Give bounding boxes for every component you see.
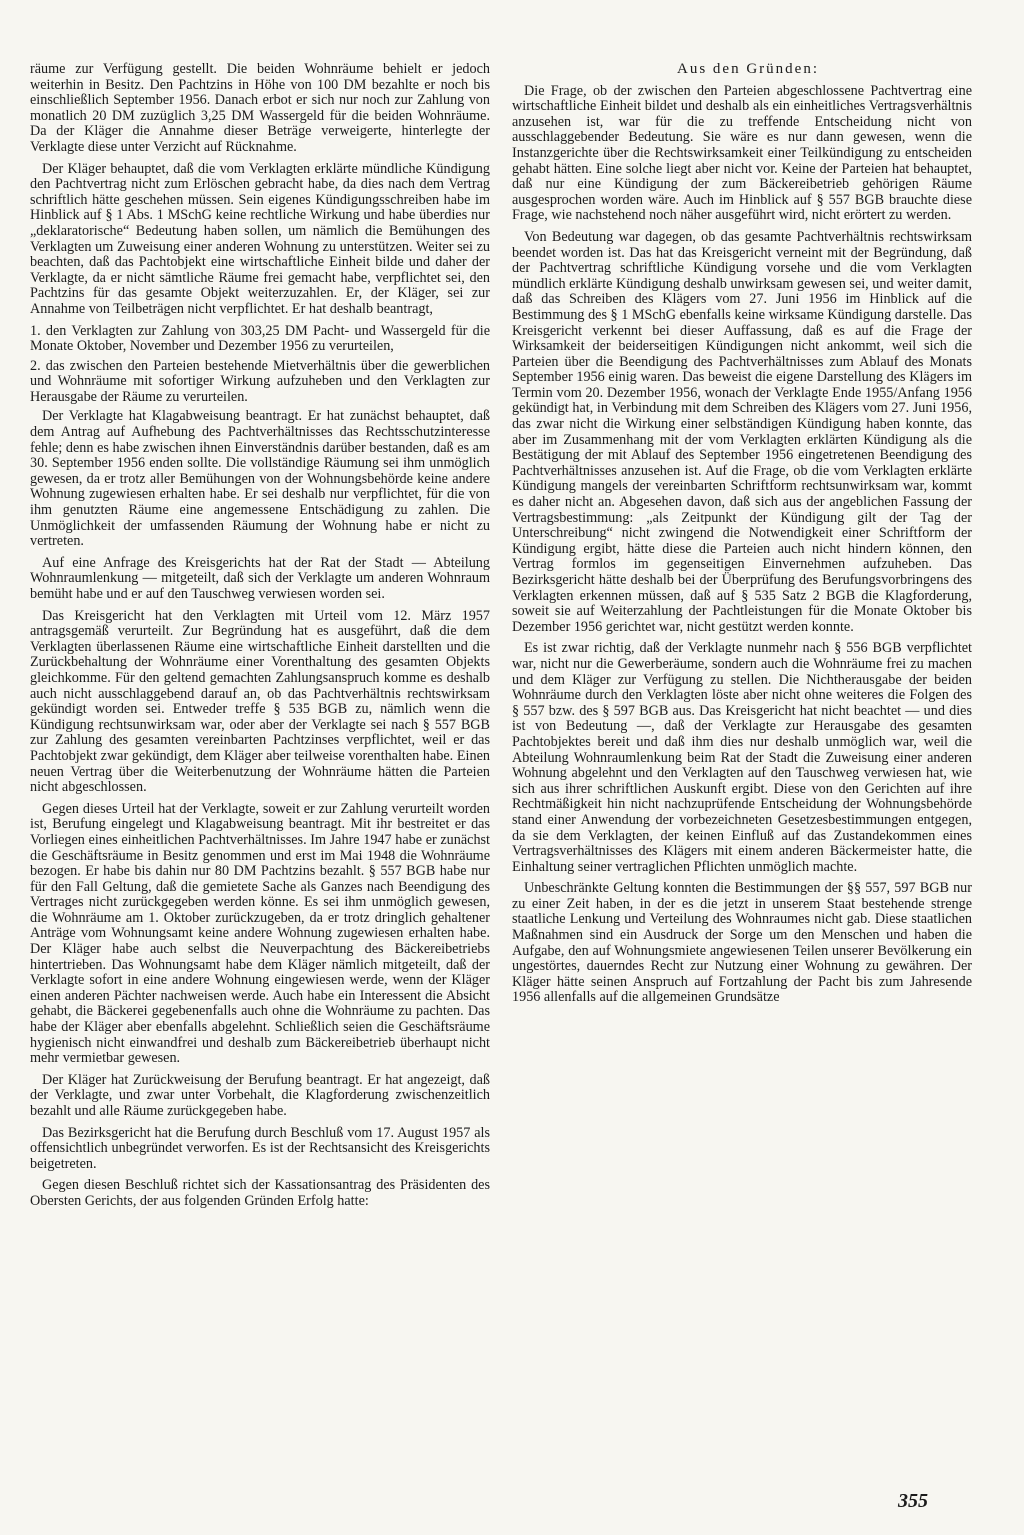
paragraph: räume zur Verfügung gestellt. Die beiden Wohnräume behielt er jedoch weiterhin in Besitz. Den Pachtzins in Höhe von 100 DM bezahlte er noch bis einschließlich September 1956. Danach erbot er sich nur noch zur Zahlung von monatlich 20 DM zuzüglich 3,25 DM Wassergeld für die beiden Wohnräume. Da der Kläger die Annahme dieser Beträge verweigerte, hinterlegte der Verklagte diese unter Verzicht auf Rücknahme. — [30, 62, 490, 155]
paragraph: Die Frage, ob der zwischen den Parteien abgeschlossene Pachtvertrag eine wirtschaftliche Einheit bildet und deshalb als ein einheitliches Vertragsverhältnis anzusehen ist, war für die zu treffende Entscheidung nicht von ausschlaggebender Bedeutung. Sie wäre es nur dann gewesen, wenn die Instanzgerichte über die Rechtswirksamkeit einer Teilkündigung zu entscheiden gehabt hätten. Eine solche liegt aber nicht vor. Keine der Parteien hat behauptet, daß nur eine Kündigung der zum Bäckereibetrieb gehörigen Räume ausgesprochen worden wäre. Auch im Hinblick auf § 557 BGB brauchte diese Frage, wie nachstehend noch näher ausgeführt wird, nicht erörtert zu werden. — [512, 82, 972, 224]
list-item: 2. das zwischen den Parteien bestehende Mietverhältnis über die gewerblichen und Wohnräume mit sofortiger Wirkung aufzuheben und den Verklagten zur Herausgabe der Räume zu verurteilen. — [30, 357, 490, 405]
paragraph: Das Kreisgericht hat den Verklagten mit Urteil vom 12. März 1957 antragsgemäß verurteilt. Zur Begründung hat es ausgeführt, daß die dem Verklagten überlassenen Räume eine wirtschaftliche Einheit darstellten und die Zurückbehaltung der Wohnräume einer Vorenthaltung des gesamten Objekts gleichkomme. Für den geltend gemachten Zahlungsanspruch komme es deshalb auch nicht ausschlaggebend darauf an, ob das Pachtverhältnis rechtswirksam gekündigt worden sei. Entweder treffe § 535 BGB zu, nämlich wenn die Kündigung rechtsunwirksam war, oder aber der Verklagte sei nach § 557 BGB zur Zahlung des gesamten vereinbarten Pachtzinses verpflichtet, weil er das Pachtobjekt zwar gekündigt, dem Kläger aber teilweise vorenthalten habe. Einen neuen Vertrag über die Weiterbenutzung der Wohnräume hätten die Parteien nicht abgeschlossen. — [30, 607, 490, 796]
paragraph: Der Kläger behauptet, daß die vom Verklagten erklärte mündliche Kündigung den Pachtvertrag nicht zum Erlöschen gebracht habe, da dies nach dem Vertrag schriftlich hätte geschehen müssen. Sein eigenes Kündigungsschreiben habe im Hinblick auf § 1 Abs. 1 MSchG keine rechtliche Wirkung und habe überdies nur „deklaratorische“ Bedeutung haben sollen, um nämlich die Bemühungen des Verklagten um Zuweisung einer anderen Wohnung zu unterstützen. Weiter sei zu beachten, daß das Pachtobjekt eine wirtschaftliche Einheit bilde und daher der Verklagte, da er nicht sämtliche Räume frei gemacht habe, verpflichtet sei, den Pachtzins für das gesamte Objekt weiterzuzahlen. Er, der Kläger, sei zur Annahme von Teilbeträgen nicht verpflichtet. Er hat deshalb beantragt, — [30, 160, 490, 317]
paragraph: Von Bedeutung war dagegen, ob das gesamte Pachtverhältnis rechtswirksam beendet worden ist. Das hat das Kreisgericht verneint mit der Begründung, daß der Pachtvertrag schriftliche Kündigung vorsehe und die vom Verklagten mündlich erklärte Kündigung deshalb unwirksam gewesen sei, und weiter damit, daß das Schreiben des Klägers vom 27. Juni 1956 im Hinblick auf die Bestimmung des § 1 MSchG ebenfalls keine wirksame Kündigung darstelle. Das Kreisgericht verkennt bei dieser Auffassung, daß es auf die Frage der Wirksamkeit der beiderseitigen Kündigungen nicht ankommt, weil sich die Parteien über die Beendigung des Pachtverhältnisses zum Ablauf des Monats September 1956 einig waren. Das beweist die eigene Darstellung des Klägers im Termin vom 20. Dezember 1956, wonach der Verklagte Ende 1955/Anfang 1956 gekündigt hat, in Verbindung mit dem Schreiben des Klägers vom 27. Juni 1956, das zwar nicht die Wirkung einer selbständigen Kündigung haben konnte, das aber im Zusammenhang mit der vom Verklagten erklärten Kündigung als die Bestätigung der mit Ablauf des September 1956 eingetretenen Beendigung des Pachtverhältnisses anzusehen ist. Auf die Frage, ob die vom Verklagten erklärte Kündigung mangels der vereinbarten Schriftform rechtsunwirksam war, kommt es daher nicht an. Abgesehen davon, daß sich aus der angeblichen Fassung der Vertragsbestimmung: „als Zeitpunkt der Kündigung gilt der Tag der Unterschreibung“ nicht zwingend die Notwendigkeit einer Schriftform der Kündigung ergibt, hätte diese die Parteien auch nicht hindern können, den Vertrag formlos im gegenseitigen Einvernehmen aufzuheben. Das Bezirksgericht hätte deshalb bei der Überprüfung des Berufungsvorbringens des Verklagten erkennen müssen, daß auf § 535 Satz 2 BGB die Klagforderung, soweit sie auf Weiterzahlung der Pachtleistungen für die Monate Oktober bis Dezember 1956 gerichtet war, nicht gestützt werden konnte. — [512, 228, 972, 635]
paragraph: Auf eine Anfrage des Kreisgerichts hat der Rat der Stadt — Abteilung Wohnraumlenkung — mitgeteilt, daß sich der Verklagte um anderen Wohnraum bemüht habe und er auf den Tauschweg verwiesen worden sei. — [30, 554, 490, 602]
paragraph: Der Kläger hat Zurückweisung der Berufung beantragt. Er hat angezeigt, daß der Verklagte, und zwar unter Vorbehalt, die Klagforderung zwischenzeitlich bezahlt und alle Räume zurückgegeben habe. — [30, 1071, 490, 1119]
list-item: 1. den Verklagten zur Zahlung von 303,25 DM Pacht- und Wassergeld für die Monate Oktober, November und Dezember 1956 zu verurteilen, — [30, 322, 490, 355]
right-column — [512, 62, 972, 1462]
paragraph: Gegen diesen Beschluß richtet sich der Kassationsantrag des Präsidenten des Obersten Gerichts, der aus folgenden Gründen Erfolg hatte: — [30, 1177, 490, 1209]
page-number: 355 — [898, 1490, 928, 1512]
section-heading: Aus den Gründen: — [677, 62, 819, 77]
paragraph: Der Verklagte hat Klagabweisung beantragt. Er hat zunächst behauptet, daß dem Antrag auf Aufhebung des Pachtverhältnisses das Rechtsschutzinteresse fehle; denn es habe zwischen ihnen Einverständnis darüber bestanden, daß es am 30. September 1956 enden sollte. Die vollständige Räumung sei ihm unmöglich gewesen, da er trotz aller Bemühungen von der Wohnungsbehörde keine andere Wohnung zugewiesen erhalten habe. Er sei deshalb nur verpflichtet, für die von ihm genutzten Räume eine angemessene Entschädigung zu zahlen. Die Unmöglichkeit der umfassenden Räumung der Wohnung habe er nicht zu vertreten. — [30, 408, 490, 550]
paragraph: Unbeschränkte Geltung konnten die Bestimmungen der §§ 557, 597 BGB nur zu einer Zeit haben, in der es die jetzt in unserem Staat bestehende strenge staatliche Lenkung und Verteilung des Wohnraumes nicht gab. Diese staatlichen Maßnahmen sind ein Ausdruck der Sorge um den Menschen und haben die Aufgabe, den auf Wohnungsmiete angewiesenen Teilen unserer Bevölkerung ein ungestörtes, dauerndes Recht zur Nutzung einer Wohnung zu gewähren. Der Kläger hätte seinen Anspruch auf Fortzahlung der Pacht bis zum Jahresende 1956 allenfalls auf die allgemeinen Grundsätze — [512, 880, 972, 1006]
paragraph: Das Bezirksgericht hat die Berufung durch Beschluß vom 17. August 1957 als offensichtlich unbegründet verworfen. Es ist der Rechtsansicht des Kreisgerichts beigetreten. — [30, 1124, 490, 1172]
left-column — [30, 62, 490, 1462]
paragraph: Es ist zwar richtig, daß der Verklagte nunmehr nach § 556 BGB verpflichtet war, nicht nur die Gewerberäume, sondern auch die Wohnräume frei zu machen und dem Kläger zur Verfügung zu stellen. Die Nichtherausgabe der beiden Wohnräume durch den Verklagten löste aber nicht ohne weiteres die Folgen des § 557 bzw. des § 597 BGB aus. Das Kreisgericht hat nicht beachtet — und dies ist von Bedeutung —, daß der Verklagte zur Herausgabe des gesamten Pachtobjektes bereit und daß ihm dies nur deshalb unmöglich war, weil die Abteilung Wohnraumlenkung beim Rat der Stadt die Zuweisung einer anderen Wohnung abgelehnt und den Verklagten auf den Tauschweg verwiesen hat, wie sich aus ihrer schriftlichen Auskunft ergibt. Diese von den Gerichten auf ihre Rechtmäßigkeit hin nicht nachzuprüfende Entscheidung der Wohnungsbehörde stand einer Anwendung der vorbezeichneten Gesetzesbestimmungen entgegen, da sie dem Verklagten, der keinen Einfluß auf das Zustandekommen eines Vertragsverhältnisses des Klägers mit einem anderen Bäckermeister hatte, die Einhaltung seiner vertraglichen Pflichten unmöglich machte. — [512, 640, 972, 875]
paragraph: Gegen dieses Urteil hat der Verklagte, soweit er zur Zahlung verurteilt worden ist, Berufung eingelegt und Klagabweisung beantragt. Mit ihr bestreitet er das Vorliegen eines einheitlichen Pachtverhältnisses. Im Jahre 1947 habe er zunächst die Geschäftsräume in Besitz genommen und erst im Mai 1948 die Wohnräume bezogen. Er habe bis dahin nur 80 DM Pachtzins bezahlt. § 557 BGB habe nur für den Fall Geltung, daß die gemietete Sache als Ganzes nach Beendigung des Vertrages nicht zurückgegeben werden könne. Es sei ihm unmöglich gewesen, die Wohnräume am 1. Oktober zurückzugeben, da er trotz dringlich gehaltener Anträge vom Wohnungsamt keine andere Wohnung zugewiesen erhalten habe. Der Kläger habe auch selbst die Neuverpachtung des Bäckereibetriebs hintertrieben. Das Wohnungsamt habe dem Kläger nämlich mitgeteilt, daß der Verklagte sofort in eine andere Wohnung eingewiesen werde, wenn der Kläger einen anderen Pächter nachweisen werde. Auch habe ein Interessent die Absicht gehabt, die Bäckerei gegebenenfalls auch ohne die Wohnräume zu pachten. Das habe der Kläger aber ebenfalls abgelehnt. Schließlich seien die Geschäftsräume hygienisch nicht einwandfrei und deshalb zum Bäckereibetrieb überhaupt nicht mehr vermietbar gewesen. — [30, 800, 490, 1067]
